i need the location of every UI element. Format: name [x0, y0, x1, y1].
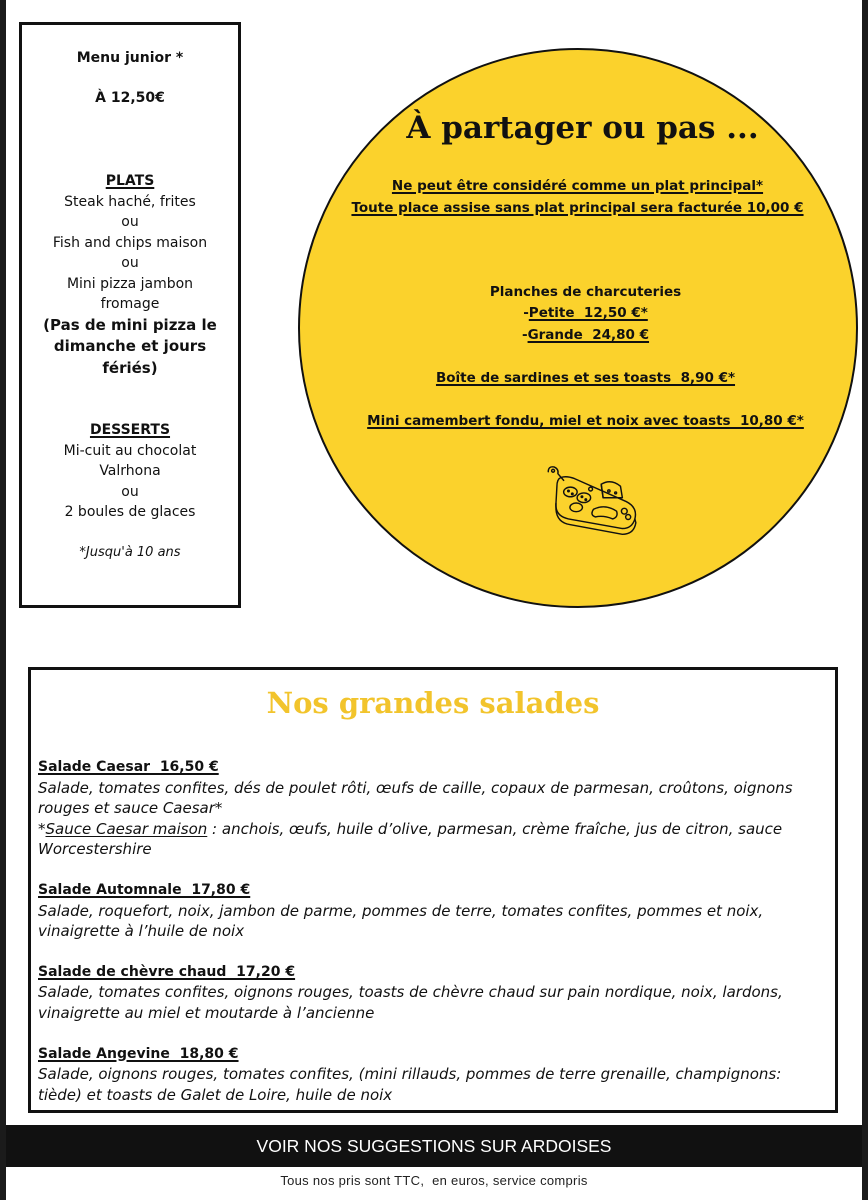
salad-name-price: Salade de chèvre chaud 17,20 €: [38, 963, 296, 980]
desserts-line: Valrhona: [99, 463, 161, 479]
sauce-note-ingredients: : anchois, œufs, huile d’olive, parmesan, crème fraîche, jus de citron, sauce: [207, 819, 783, 838]
junior-menu-footnote: *Jusqu'à 10 ans: [79, 544, 181, 560]
desserts-heading: DESSERTS: [89, 422, 171, 438]
charcuterie-option-petite: [300, 303, 855, 323]
charcuterie-option-grande: [300, 325, 855, 345]
plats-note-line: dimanche et jours: [53, 337, 207, 355]
plats-line: fromage: [100, 296, 160, 312]
junior-menu-box: [19, 22, 241, 608]
salad-item-caesar: [38, 757, 835, 860]
sharing-circle: [298, 48, 858, 608]
salad-name-price: Salade Automnale 17,80 €: [38, 881, 251, 898]
plats-note-line: fériés): [102, 358, 158, 377]
sauce-note-continuation: Worcestershire: [38, 840, 152, 859]
salad-description-line: rouges et sauce Caesar*: [38, 799, 223, 818]
sauce-note-prefix: *: [38, 819, 46, 838]
sharing-notice-line: Ne peut être considéré comme un plat principal*: [391, 177, 764, 194]
plats-line: Fish and chips maison: [52, 234, 208, 251]
charcuterie-board-icon: [545, 465, 642, 542]
plats-line: ou: [121, 214, 139, 230]
junior-menu-price: À 12,50€: [95, 90, 165, 106]
option-prefix: -: [523, 304, 529, 321]
salad-description-line: Salade, tomates confites, oignons rouges, toasts de chèvre chaud sur pain nordique, noix, lardons,: [38, 983, 783, 1002]
sauce-note-name: Sauce Caesar maison: [45, 819, 208, 838]
salad-description-line: Salade, roquefort, noix, jambon de parme, pommes de terre, tomates confites, pommes et noix,: [38, 901, 764, 920]
sharing-item-label: Mini camembert fondu, miel et noix avec toasts 10,80 €*: [367, 412, 804, 429]
salad-description-line: vinaigrette au miel et moutarde à l’ancienne: [38, 1003, 375, 1022]
desserts-line: ou: [121, 483, 139, 500]
option-label: Grande 24,80 €: [527, 326, 650, 343]
salad-name-price: Salade Caesar 16,50 €: [38, 759, 219, 775]
sharing-notice-line: Toute place assise sans plat principal sera facturée 10,00 €: [351, 199, 804, 216]
salad-name-price: Salade Angevine 18,80 €: [38, 1045, 239, 1062]
option-prefix: -: [521, 326, 528, 343]
salad-name: [38, 1044, 835, 1065]
plats-note-line: (Pas de mini pizza le: [43, 315, 217, 334]
salad-name: [38, 962, 835, 983]
sharing-item-camembert: [300, 411, 855, 431]
junior-menu-title: Menu junior *: [76, 50, 184, 66]
plats-line: Mini pizza jambon: [66, 275, 194, 292]
desserts-line: 2 boules de glaces: [64, 504, 196, 520]
left-edge-strip: [0, 0, 6, 1200]
salad-name: [38, 757, 835, 778]
salads-title: Nos grandes salades: [266, 686, 600, 720]
salad-description-line: Salade, tomates confites, dés de poulet rôti, œufs de caille, copaux de parmesan, croûtons, oignons: [38, 778, 793, 797]
salad-description-line: tiède) et toasts de Galet de Loire, huile de noix: [38, 1085, 393, 1104]
salad-item-chevre-chaud: [38, 962, 835, 1024]
sharing-notice: [300, 198, 855, 218]
salad-item-angevine: [38, 1044, 835, 1106]
right-edge-strip: [862, 0, 868, 1200]
plats-line: Steak haché, frites: [64, 193, 196, 210]
plats-heading: PLATS: [105, 173, 155, 189]
sharing-item-sardines: [300, 368, 855, 388]
plats-line: ou: [121, 255, 139, 271]
salad-item-automnale: [38, 880, 835, 942]
sharing-item-label: Boîte de sardines et ses toasts 8,90 €*: [435, 369, 736, 386]
salad-description-line: vinaigrette à l’huile de noix: [38, 922, 245, 941]
price-footer-note: Tous nos pris sont TTC, en euros, service compris: [280, 1173, 588, 1188]
salad-name: [38, 880, 835, 901]
charcuterie-title: Planches de charcuteries: [489, 283, 682, 300]
salads-box: [28, 667, 838, 1113]
desserts-line: Mi-cuit au chocolat: [63, 442, 197, 459]
salad-description-line: Salade, oignons rouges, tomates confites, (mini rillauds, pommes de terre grenaille, champignons:: [38, 1065, 782, 1084]
caesar-sauce-note: [38, 819, 835, 840]
sharing-title: À partager ou pas ...: [406, 109, 759, 146]
suggestions-banner: VOIR NOS SUGGESTIONS SUR ARDOISES: [6, 1125, 862, 1167]
option-label: Petite 12,50 €*: [528, 304, 648, 321]
sharing-notice: [300, 176, 855, 196]
